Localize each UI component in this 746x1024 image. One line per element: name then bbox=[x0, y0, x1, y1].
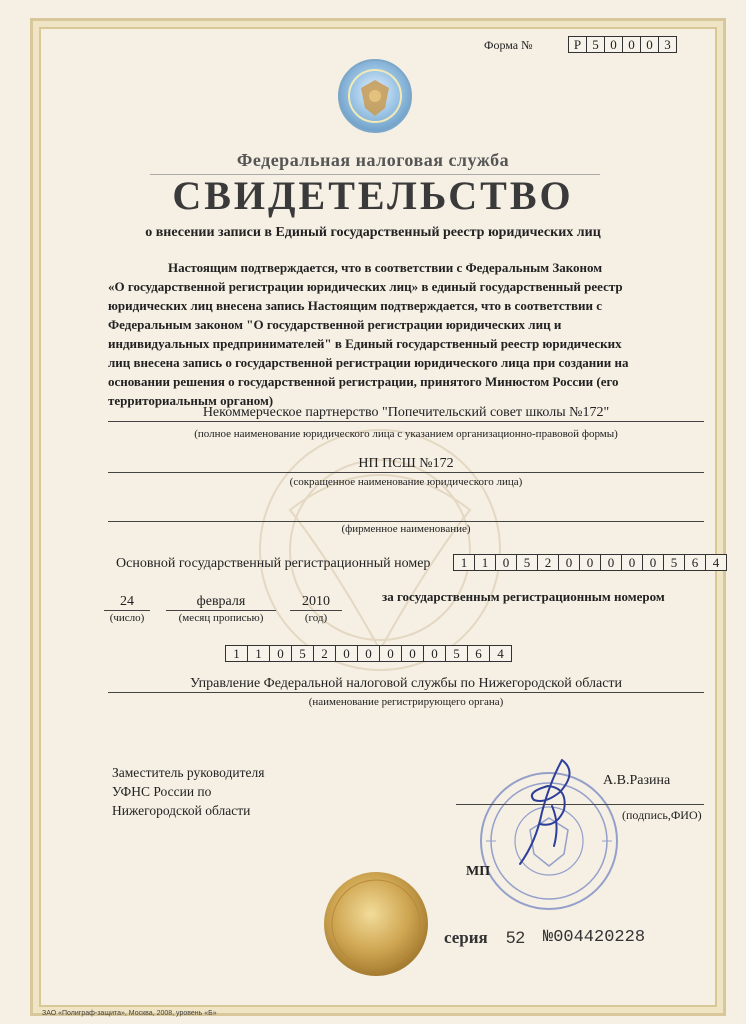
ogrn-cell: 4 bbox=[705, 554, 727, 571]
full-name-caption: (полное наименование юридического лица с указанием организационно-правовой формы) bbox=[194, 428, 618, 440]
date-year-caption: (год) bbox=[304, 612, 328, 624]
reg-cell: 1 bbox=[225, 645, 248, 662]
gold-seal-icon bbox=[322, 870, 430, 978]
ogrn-cell: 0 bbox=[642, 554, 664, 571]
reg-cell: 5 bbox=[291, 645, 314, 662]
ogrn-cell: 0 bbox=[558, 554, 580, 571]
form-code-cell: 0 bbox=[640, 36, 659, 53]
reg-cell: 4 bbox=[489, 645, 512, 662]
ogrn-cell: 6 bbox=[684, 554, 706, 571]
ogrn-cell: 1 bbox=[474, 554, 496, 571]
form-label: Форма № bbox=[484, 38, 533, 52]
ogrn-cell: 0 bbox=[600, 554, 622, 571]
form-code-cell: Р bbox=[568, 36, 587, 53]
reg-cell: 0 bbox=[401, 645, 424, 662]
reg-cell: 0 bbox=[269, 645, 292, 662]
text-line: Федеральным законом "О государственной регистрации юридических лиц и bbox=[108, 317, 562, 332]
ogrn-cell: 2 bbox=[537, 554, 559, 571]
reg-cell: 0 bbox=[357, 645, 380, 662]
reg-number-label: за государственным регистрационным номером bbox=[382, 589, 665, 604]
signature-caption: (подпись,ФИО) bbox=[622, 808, 702, 822]
signer-name: А.В.Разина bbox=[603, 773, 671, 788]
ogrn-label: Основной государственный регистрационный номер bbox=[116, 556, 431, 571]
agency-name: Федеральная налоговая служба bbox=[236, 150, 510, 170]
short-name-value: НП ПСШ №172 bbox=[108, 456, 704, 473]
text-line: основании решения о государственной регистрации, принятого Минюстом России (его bbox=[108, 374, 619, 389]
series-region: 52 bbox=[506, 928, 525, 947]
authority-caption: (наименование регистрирующего органа) bbox=[308, 696, 504, 708]
authority-value: Управление Федеральной налоговой службы по Нижегородской области bbox=[108, 676, 704, 693]
position-line: УФНС России по bbox=[112, 784, 212, 799]
signature-icon bbox=[490, 752, 600, 872]
reg-cell: 0 bbox=[423, 645, 446, 662]
position-line: Заместитель руководителя bbox=[112, 765, 265, 780]
signer-position bbox=[112, 763, 264, 820]
reg-cell: 6 bbox=[467, 645, 490, 662]
seal-mark-label: МП bbox=[466, 864, 491, 879]
firm-name-caption: (фирменное наименование) bbox=[341, 523, 471, 535]
form-code-cell: 3 bbox=[658, 36, 677, 53]
reg-cell: 2 bbox=[313, 645, 336, 662]
ogrn-cell: 1 bbox=[453, 554, 475, 571]
text-line: индивидуальных предпринимателей" в Единый государственный реестр юридических bbox=[108, 336, 622, 351]
series-label: серия bbox=[444, 928, 488, 947]
ogrn-cell: 0 bbox=[579, 554, 601, 571]
date-day: 24 bbox=[104, 594, 150, 611]
position-line: Нижегородской области bbox=[112, 803, 251, 818]
text-line: Настоящим подтверждается, что в соответствии с Федеральным Законом bbox=[168, 260, 603, 275]
form-code-cell: 0 bbox=[622, 36, 641, 53]
ogrn-cell: 0 bbox=[621, 554, 643, 571]
date-month-caption: (месяц прописью) bbox=[178, 612, 264, 624]
date-year: 2010 bbox=[290, 594, 342, 611]
certification-text bbox=[108, 258, 708, 410]
document-title: СВИДЕТЕЛЬСТВО bbox=[172, 173, 574, 218]
ogrn-cell: 0 bbox=[495, 554, 517, 571]
short-name-caption: (сокращенное наименование юридического лица) bbox=[289, 476, 523, 488]
reg-number-boxes bbox=[225, 645, 511, 662]
form-code-boxes bbox=[568, 36, 676, 53]
date-month: февраля bbox=[166, 594, 276, 611]
text-line: юридических лиц внесена запись Настоящим подтверждается, что в соответствии с bbox=[108, 298, 603, 313]
form-code-cell: 5 bbox=[586, 36, 605, 53]
full-name-value: Некоммерческое партнерство "Попечительский совет школы №172" bbox=[108, 405, 704, 422]
form-code-cell: 0 bbox=[604, 36, 623, 53]
hologram-emblem-icon bbox=[337, 58, 413, 134]
ogrn-cell: 5 bbox=[663, 554, 685, 571]
document-subtitle: о внесении записи в Единый государственный реестр юридических лиц bbox=[145, 225, 601, 240]
reg-cell: 0 bbox=[379, 645, 402, 662]
series-number: №004420228 bbox=[543, 928, 646, 947]
text-line: лиц внесена запись о государственной регистрации юридического лица при создании на bbox=[108, 355, 629, 370]
date-day-caption: (число) bbox=[109, 612, 145, 624]
firm-name-value bbox=[108, 504, 704, 522]
text-line: «О государственной регистрации юридических лиц» в единый государственный реестр bbox=[108, 279, 623, 294]
reg-cell: 5 bbox=[445, 645, 468, 662]
ogrn-boxes bbox=[453, 554, 726, 571]
reg-cell: 1 bbox=[247, 645, 270, 662]
ogrn-cell: 5 bbox=[516, 554, 538, 571]
printer-footer: ЗАО «Полиграф-защита», Москва, 2008, уровень «Б» bbox=[42, 1010, 217, 1017]
signature-line bbox=[456, 804, 704, 805]
reg-cell: 0 bbox=[335, 645, 358, 662]
text-line: территориальным органом) bbox=[108, 393, 274, 408]
